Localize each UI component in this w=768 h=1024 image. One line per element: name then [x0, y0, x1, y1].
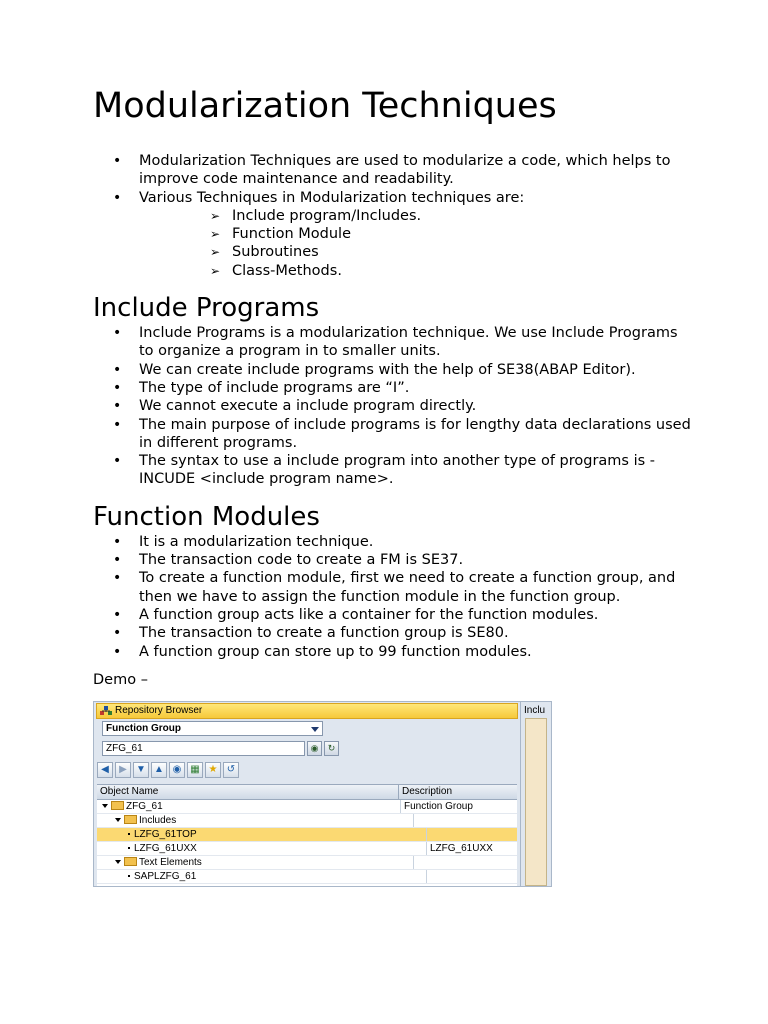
node-label: Text Elements [139, 856, 202, 868]
browser-toolbar [97, 762, 239, 778]
list-item: • The main purpose of include programs is for lengthy data declarations used in different programs. [93, 416, 693, 453]
object-type-select[interactable] [102, 721, 323, 736]
demo-label: Demo – [93, 671, 148, 688]
list-item-text: Various Techniques in Modularization techniques are: [139, 189, 525, 206]
refresh-button[interactable] [324, 741, 339, 756]
repository-browser-pane [94, 702, 518, 886]
list-item: • The transaction to create a function group is SE80. [93, 624, 693, 642]
leaf-bullet-icon [128, 875, 130, 877]
function-modules-heading: Function Modules [93, 501, 320, 532]
list-item: • The type of include programs are “I”. [93, 379, 693, 397]
technique-item: ➢ Function Module [93, 225, 693, 243]
folder-icon [124, 815, 137, 824]
node-label: LZFG_61UXX [134, 842, 197, 854]
forward-button[interactable] [115, 762, 131, 778]
refresh-icon: ↻ [327, 742, 336, 753]
hierarchy-icon: ▦ [190, 763, 200, 775]
list-item [93, 452, 693, 489]
tree-node [97, 842, 427, 855]
expand-button[interactable] [133, 762, 149, 778]
node-description [414, 856, 517, 869]
techniques-list [93, 207, 693, 280]
find-button[interactable] [169, 762, 185, 778]
back-arrow-icon: ◀ [101, 763, 109, 775]
editor-pane [520, 702, 552, 886]
tree-node [97, 856, 414, 869]
repository-browser-icon [100, 706, 112, 716]
table-row-selected[interactable] [97, 828, 517, 842]
leaf-bullet-icon [128, 833, 130, 835]
technique-item: ➢ Subroutines [93, 243, 693, 261]
sap-screenshot [93, 701, 552, 887]
page-title: Modularization Techniques [93, 86, 557, 126]
include-programs-list [93, 324, 693, 489]
list-item: • Include Programs is a modularization technique. We use Include Programs to organize a program in to smaller units. [93, 324, 693, 361]
leaf-bullet-icon [128, 847, 130, 849]
table-row[interactable] [97, 814, 517, 828]
repository-browser-titlebar [96, 703, 518, 719]
list-item: • We cannot execute a include program directly. [93, 397, 693, 415]
table-row[interactable] [97, 842, 517, 856]
folder-icon [111, 801, 124, 810]
collapse-icon: ▲ [154, 763, 164, 775]
function-modules-list [93, 533, 693, 661]
table-row[interactable] [97, 800, 517, 814]
table-row[interactable] [97, 870, 517, 884]
sync-icon: ↺ [226, 763, 236, 775]
node-description [427, 870, 517, 883]
list-item: • The transaction code to create a FM is SE37. [93, 551, 693, 569]
object-tree-table [97, 784, 517, 887]
collapse-button[interactable] [151, 762, 167, 778]
table-row[interactable] [97, 856, 517, 870]
editor-area[interactable] [525, 718, 547, 886]
tree-node [97, 828, 427, 841]
list-item [93, 189, 693, 280]
node-description: Function Group [404, 800, 473, 812]
favorites-button[interactable] [205, 762, 221, 778]
node-label: ZFG_61 [126, 800, 163, 812]
object-type-value: Function Group [106, 722, 181, 734]
tree-node [97, 814, 414, 827]
list-item: • It is a modularization technique. [93, 533, 693, 551]
list-item: • We can create include programs with the help of SE38(ABAP Editor). [93, 361, 693, 379]
column-header-description[interactable]: Description [402, 785, 453, 797]
technique-item: ➢ Include program/Includes. [93, 207, 693, 225]
object-name-input[interactable] [102, 741, 305, 756]
include-programs-heading: Include Programs [93, 293, 320, 324]
expand-icon: ▼ [136, 763, 146, 775]
sync-button[interactable] [223, 762, 239, 778]
hierarchy-button[interactable] [187, 762, 203, 778]
syntax-line: INCUDE <include program name>. [139, 471, 394, 488]
expand-triangle-icon[interactable] [102, 804, 108, 808]
document-page [93, 84, 693, 887]
tree-node [97, 800, 401, 813]
node-label: LZFG_61TOP [134, 828, 197, 840]
expand-triangle-icon[interactable] [115, 818, 121, 822]
window-title: Repository Browser [115, 705, 203, 717]
list-item-text: The syntax to use a include program into another type of programs is - [139, 453, 656, 470]
intro-section [93, 152, 693, 280]
node-description [414, 814, 517, 827]
tree-node [97, 870, 427, 883]
node-description: LZFG_61UXX [430, 842, 493, 854]
node-description [427, 828, 517, 841]
back-button[interactable] [97, 762, 113, 778]
list-item: • A function group acts like a container for the function modules. [93, 606, 693, 624]
node-label: Includes [139, 814, 177, 826]
list-item: • Modularization Techniques are used to modularize a code, which helps to improve code maintenance and readability. [93, 152, 693, 189]
star-icon: ★ [208, 763, 218, 775]
intro-list [93, 152, 693, 280]
technique-item: ➢ Class-Methods. [93, 262, 693, 280]
forward-arrow-icon: ▶ [119, 763, 127, 775]
folder-icon [124, 857, 137, 866]
column-header-object-name[interactable]: Object Name [97, 785, 399, 799]
chevron-down-icon [311, 727, 319, 732]
table-header [97, 785, 517, 800]
list-item: • To create a function module, first we need to create a function group, and then we have to assign the function module in the function group. [93, 569, 693, 606]
expand-triangle-icon[interactable] [115, 860, 121, 864]
binoculars-icon: ◉ [172, 763, 182, 775]
display-button[interactable] [307, 741, 322, 756]
object-name-value: ZFG_61 [106, 742, 143, 754]
object-name-row [102, 741, 339, 756]
list-item: • A function group can store up to 99 function modules. [93, 643, 693, 661]
editor-pane-label: Inclu [524, 704, 546, 716]
glasses-icon: ◉ [310, 742, 319, 753]
node-label: SAPLZFG_61 [134, 870, 197, 882]
